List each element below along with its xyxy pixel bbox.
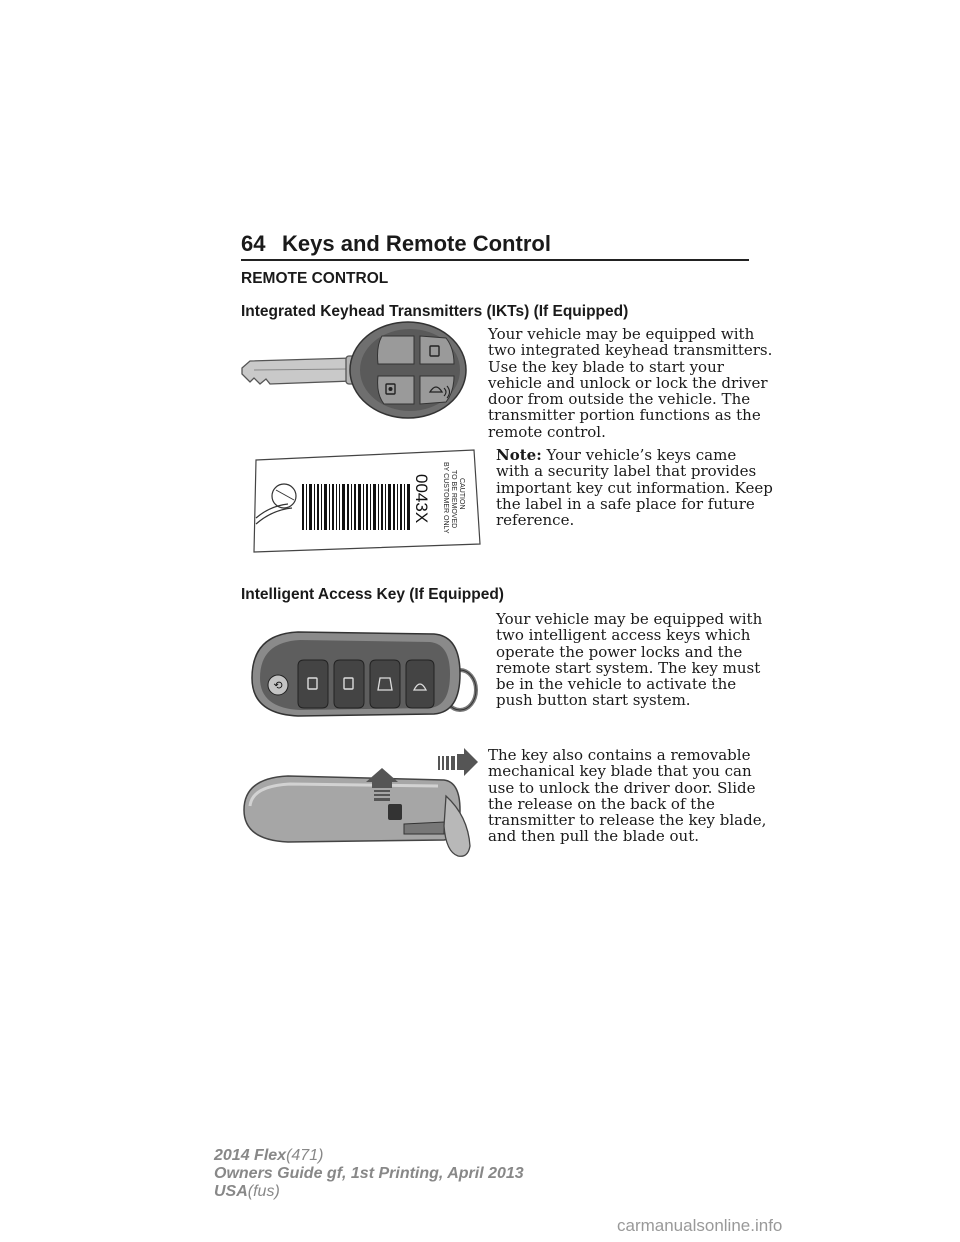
iak-line: be in the vehicle to activate the — [496, 675, 737, 694]
blade-line: use to unlock the driver door. Slide — [488, 778, 756, 797]
security-label-illustration — [248, 448, 484, 558]
note-line: reference. — [496, 511, 575, 530]
note-line: important key cut information. Keep — [496, 478, 773, 497]
iak-line: Your vehicle may be equipped with — [496, 610, 763, 628]
note-line: the label in a safe place for future — [496, 494, 755, 513]
note-line: with a security label that provides — [496, 462, 757, 481]
blade-line: the release on the back of the — [488, 794, 715, 813]
note-line: Your vehicle’s keys came — [546, 446, 737, 464]
section-title: REMOTE CONTROL — [241, 270, 389, 287]
ikt-line: Your vehicle may be equipped with — [488, 325, 755, 343]
iak-line: remote start system. The key must — [496, 658, 761, 677]
ikt-line: door from outside the vehicle. The — [488, 390, 751, 409]
label-caution-text: CAUTION — [458, 478, 465, 510]
header-rule — [241, 259, 749, 261]
footer-model-code: (471) — [286, 1147, 324, 1164]
iak-paragraph — [496, 611, 762, 709]
blade-paragraph — [488, 747, 766, 845]
iak-line: operate the power locks and the — [496, 642, 743, 661]
blade-line: The key also contains a removable — [488, 746, 751, 764]
blade-line: transmitter to release the key blade, — [488, 811, 767, 830]
key-blade-removal-illustration — [238, 746, 482, 862]
ikt-line: remote control. — [488, 422, 606, 441]
footer-model: 2014 Flex — [214, 1147, 287, 1164]
chapter-title: Keys and Remote Control — [282, 231, 551, 256]
note-paragraph — [496, 447, 773, 528]
iak-line: two intelligent access keys which — [496, 626, 751, 645]
iak-line: push button start system. — [496, 691, 691, 710]
watermark: carmanualsonline.info — [617, 1216, 783, 1235]
iak-heading: Intelligent Access Key (If Equipped) — [241, 586, 504, 603]
footer-market-code: (fus) — [247, 1183, 280, 1200]
svg-text:⟲: ⟲ — [273, 679, 283, 692]
ikt-paragraph — [488, 326, 772, 440]
note-label: Note: — [496, 446, 542, 464]
keyhead-transmitter-illustration — [240, 318, 480, 422]
document-footer — [214, 1147, 524, 1201]
ikt-line: two integrated keyhead transmitters. — [488, 341, 773, 360]
page-number: 64 — [241, 231, 266, 256]
footer-guide: Owners Guide gf, 1st Printing, April 2013 — [214, 1165, 524, 1182]
label-code-text: 0043X — [412, 474, 431, 524]
intelligent-access-key-illustration — [238, 628, 482, 724]
blade-line: and then pull the blade out. — [488, 827, 700, 846]
ikt-heading: Integrated Keyhead Transmitters (IKTs) (If Equipped) — [241, 303, 629, 320]
ikt-line: Use the key blade to start your — [488, 357, 724, 376]
label-line3-text: BY CUSTOMER ONLY — [442, 462, 449, 534]
ikt-line: vehicle and unlock or lock the driver — [488, 373, 768, 392]
label-line2-text: TO BE REMOVED — [450, 470, 457, 529]
footer-market: USA — [214, 1183, 248, 1200]
blade-line: mechanical key blade that you can — [488, 762, 752, 781]
ikt-line: transmitter portion functions as the — [488, 406, 761, 425]
